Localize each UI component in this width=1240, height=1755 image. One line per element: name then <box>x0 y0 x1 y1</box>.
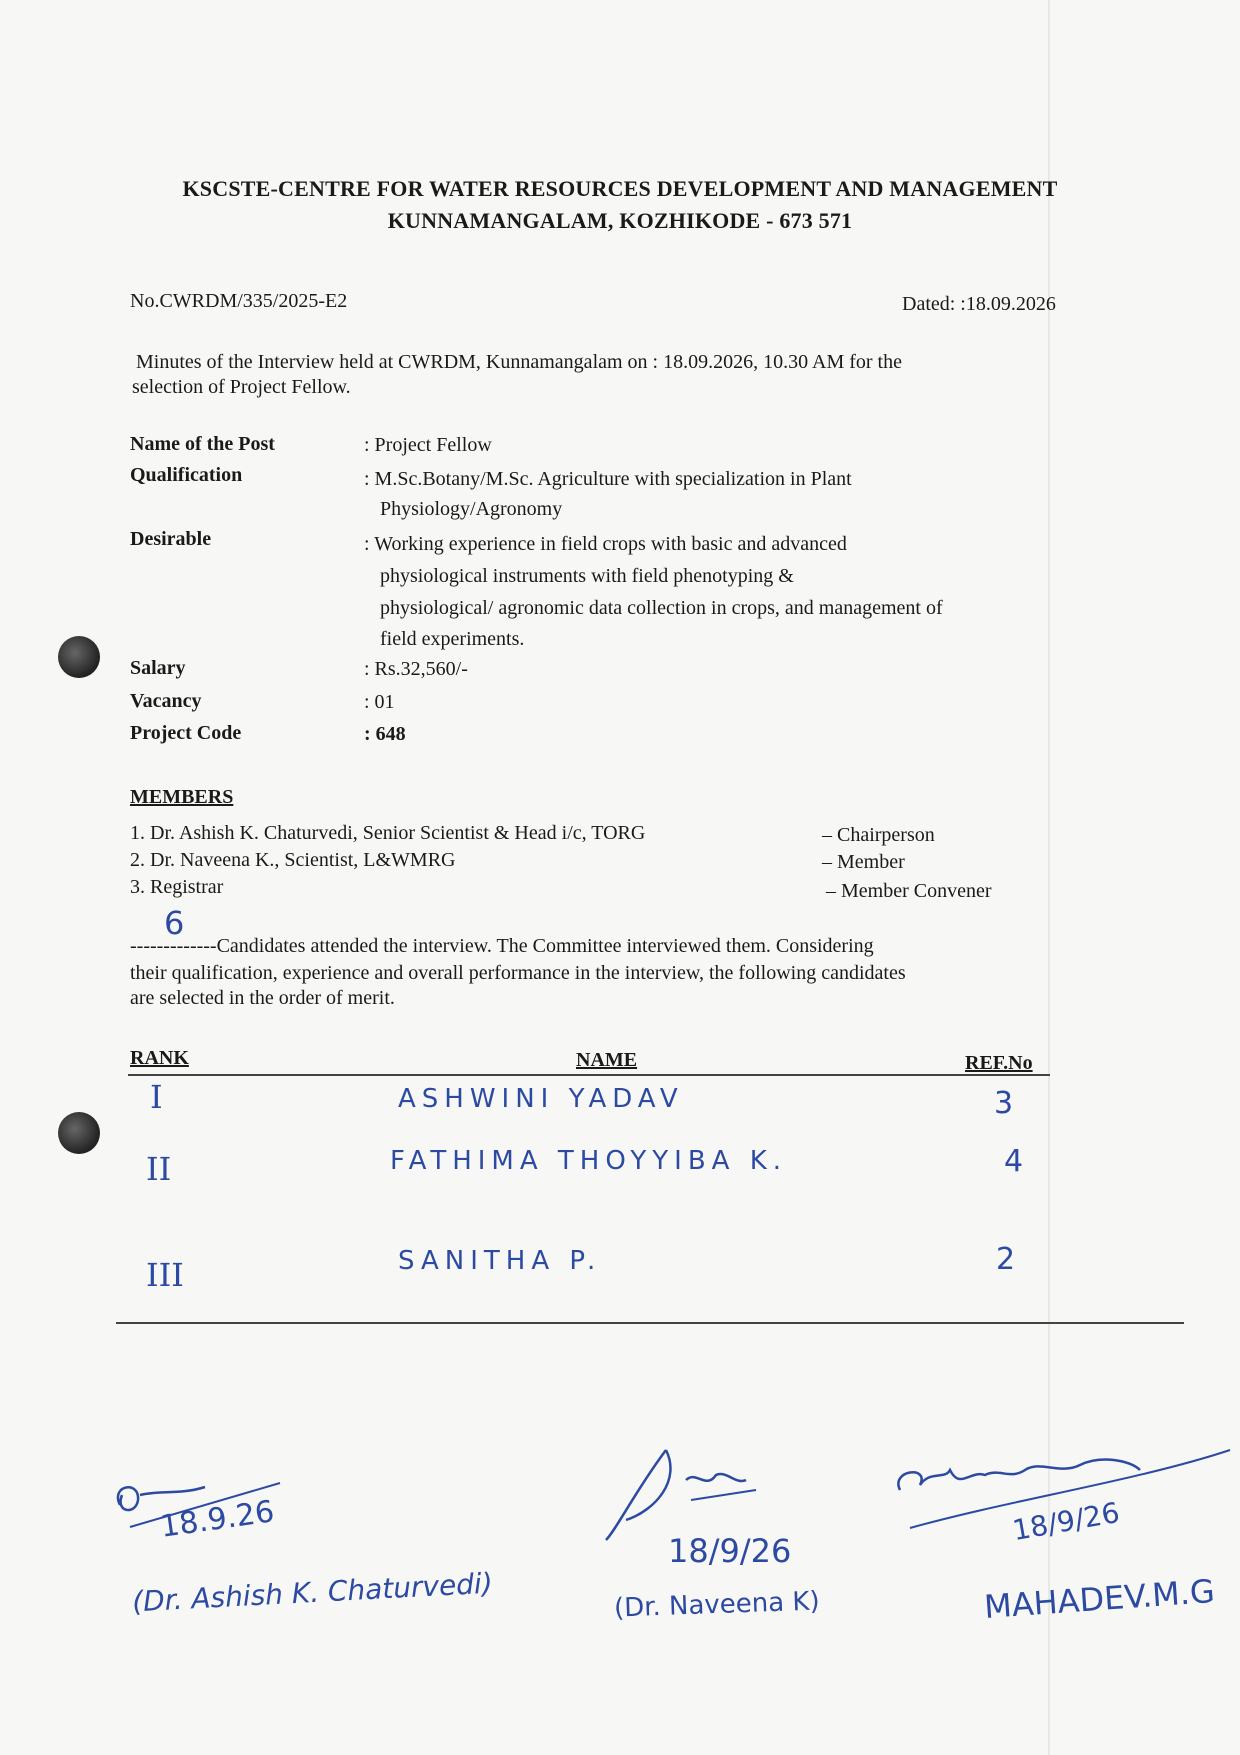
table-row-3-ref: 2 <box>996 1242 1016 1277</box>
post-value: : Project Fellow <box>364 434 492 456</box>
desirable-line-4: field experiments. <box>380 628 525 650</box>
vacancy-label: Vacancy <box>130 690 202 712</box>
candidates-line-2: their qualification, experience and overall performance in the interview, the following candidates <box>130 962 906 984</box>
table-row-1-rank: I <box>150 1078 163 1116</box>
punch-hole-bottom <box>58 1112 100 1154</box>
table-row-2-rank: II <box>146 1150 172 1188</box>
table-row-3-name: SANITHA P. <box>398 1246 602 1276</box>
intro-line-2: selection of Project Fellow. <box>132 376 351 398</box>
desirable-line-1: : Working experience in field crops with basic and advanced <box>364 533 847 555</box>
qualification-line-2: Physiology/Agronomy <box>380 498 563 520</box>
candidate-count-handwritten: 6 <box>164 904 185 942</box>
member-2: 2. Dr. Naveena K., Scientist, L&WMRG <box>130 849 456 871</box>
table-row-3-rank: III <box>146 1256 184 1294</box>
table-row-1-ref: 3 <box>994 1086 1014 1121</box>
vacancy-value: : 01 <box>364 691 395 713</box>
qualification-line-1: : M.Sc.Botany/M.Sc. Agriculture with specialization in Plant <box>364 468 852 490</box>
signature-convener-name: MAHADEV.M.G <box>982 1571 1216 1627</box>
salary-value: : Rs.32,560/- <box>364 658 468 680</box>
member-1: 1. Dr. Ashish K. Chaturvedi, Senior Scientist & Head i/c, TORG <box>130 822 646 844</box>
member-3: 3. Registrar <box>130 876 224 898</box>
table-row-1-name: ASHWINI YADAV <box>398 1084 684 1114</box>
table-row-2-ref: 4 <box>1004 1144 1024 1179</box>
salary-label: Salary <box>130 657 186 679</box>
signature-chairperson-name: (Dr. Ashish K. Chaturvedi) <box>131 1566 494 1619</box>
desirable-line-2: physiological instruments with field phenotyping & <box>380 565 794 587</box>
candidates-blank: ------------- <box>130 935 217 957</box>
members-heading: MEMBERS <box>130 786 234 808</box>
reference-number: No.CWRDM/335/2025-E2 <box>130 290 348 312</box>
member-3-role: – Member Convener <box>826 880 992 902</box>
signature-member-name: (Dr. Naveena K) <box>613 1586 821 1624</box>
candidates-line-1-text: Candidates attended the interview. The Committee interviewed them. Considering <box>216 935 874 957</box>
qualification-label: Qualification <box>130 464 243 486</box>
table-bottom-rule <box>116 1322 1184 1324</box>
desirable-label: Desirable <box>130 528 212 550</box>
table-header-rule <box>128 1074 1050 1076</box>
intro-line-1: Minutes of the Interview held at CWRDM, Kunnamangalam on : 18.09.2026, 10.30 AM for the <box>136 351 902 373</box>
org-name: KSCSTE-CENTRE FOR WATER RESOURCES DEVELOPMENT AND MANAGEMENT <box>182 176 1058 201</box>
name-column-header: NAME <box>576 1049 638 1071</box>
desirable-line-3: physiological/ agronomic data collection in crops, and management of <box>380 597 943 619</box>
member-2-role: – Member <box>822 851 905 873</box>
signature-member-date: 18/9/26 <box>668 1532 792 1570</box>
member-1-role: – Chairperson <box>822 824 935 846</box>
signature-chairperson-date: 18.9.26 <box>158 1494 277 1545</box>
signature-convener-date: 18/9/26 <box>1009 1495 1122 1548</box>
org-address: KUNNAMANGALAM, KOZHIKODE - 673 571 <box>387 208 853 233</box>
punch-hole-top <box>58 636 100 678</box>
candidates-line-1 <box>130 931 874 961</box>
candidates-line-3: are selected in the order of merit. <box>130 987 395 1009</box>
project-code-label: Project Code <box>130 722 242 744</box>
ref-column-header: REF.No <box>965 1052 1033 1074</box>
table-row-2-name: FATHIMA THOYYIBA K. <box>390 1146 788 1176</box>
post-label: Name of the Post <box>130 433 275 455</box>
document-date: Dated: :18.09.2026 <box>902 293 1056 315</box>
project-code-value: : 648 <box>364 723 406 745</box>
rank-column-header: RANK <box>130 1047 189 1069</box>
